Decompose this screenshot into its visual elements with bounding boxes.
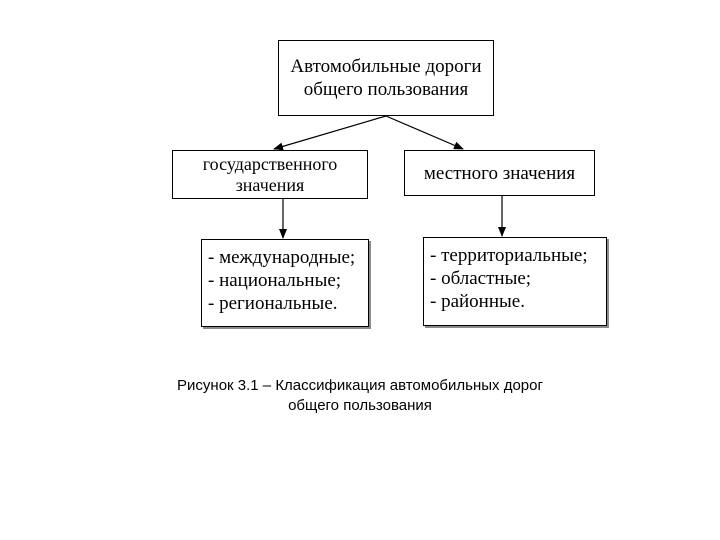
root-node-line-1: Автомобильные дороги — [290, 56, 482, 77]
arrow-root-to-local — [386, 116, 463, 149]
local-roads-list-box — [423, 237, 607, 326]
state-roads-list-box — [201, 239, 369, 327]
local-roads-item: - территориальные; — [430, 245, 588, 266]
state-roads-item: - международные; — [208, 247, 356, 268]
root-node-line-2: общего пользования — [303, 79, 469, 100]
local-roads-item: - районные. — [430, 291, 525, 312]
state-roads-item: - региональные. — [208, 293, 338, 314]
state-roads-item: - национальные; — [208, 270, 342, 291]
local-significance-box — [404, 150, 595, 196]
arrow-root-to-state — [274, 116, 386, 149]
state-significance-line-1: государственного — [202, 153, 338, 174]
local-roads-item: - областные; — [430, 268, 532, 289]
local-significance-line-1: местного значения — [423, 162, 576, 184]
figure-caption-line-1: Рисунок 3.1 – Классификация автомобильных дорог — [177, 377, 543, 394]
state-significance-box — [172, 150, 368, 199]
state-significance-line-2: значения — [235, 174, 305, 195]
figure-caption-line-2: общего пользования — [288, 397, 432, 414]
root-node-box — [278, 40, 494, 116]
